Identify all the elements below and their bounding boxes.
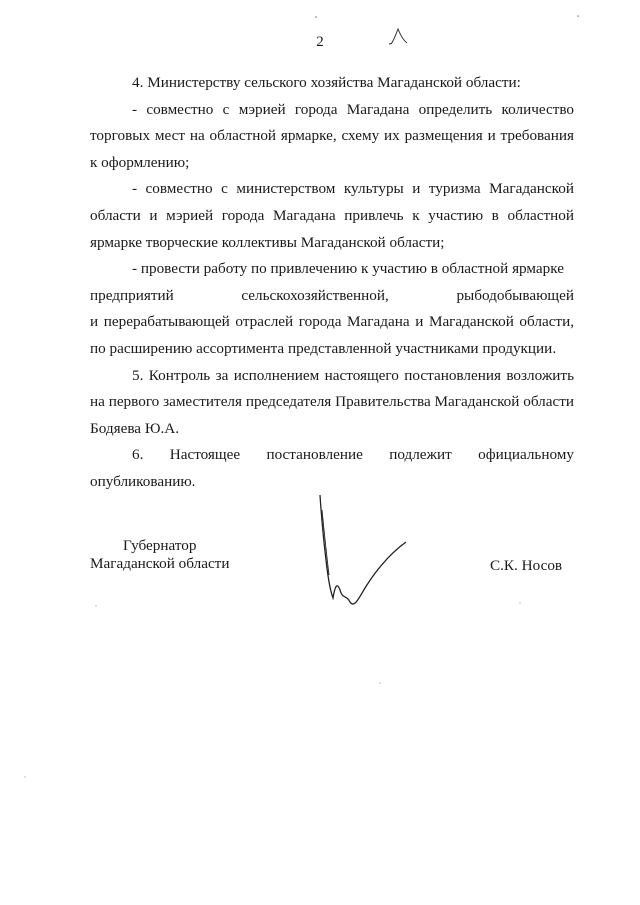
page-number: 2: [316, 34, 324, 50]
signatory-title-line-2: Магаданской области: [90, 555, 230, 572]
paragraph-sub-2: - совместно с министерством культуры и туризма Магаданской области и мэрией города Магадана привлечь к участию в областной ярмарке творческие коллективы Магаданской области;: [90, 180, 574, 251]
document-body: [90, 70, 574, 496]
signatory-name: С.К. Носов: [490, 557, 563, 574]
paragraph-sub-3: - провести работу по привлечению к участию в областной ярмарке: [132, 260, 564, 278]
paragraph-sub-1: - совместно с мэрией города Магадана определить количество торговых мест на областной ярмарке, схему их размещения и требования к оформлению;: [90, 100, 574, 171]
paragraph-sub-3-continued: и перерабатывающей отраслей города Магадана и Магаданской области, по расширению ассортимента представленной участниками продукции.: [90, 313, 574, 357]
paragraph-item-6: 6. Настоящее постановление подлежит официальному опубликованию.: [90, 446, 574, 490]
paragraph-item-5: 5. Контроль за исполнением настоящего постановления возложить на первого заместителя председателя Правительства Магаданской области Бодяева Ю.А.: [90, 366, 574, 437]
signatory-title-line-1: Губернатор: [122, 537, 197, 554]
handwritten-mark: [388, 26, 410, 48]
paragraph-sub-3-line-2: предприятий сельскохозяйственной, рыбодобывающей: [90, 286, 574, 304]
signatory-title: [90, 537, 229, 573]
handwritten-signature: [310, 490, 420, 615]
paragraph-item-4: 4. Министерству сельского хозяйства Магаданской области:: [132, 74, 521, 91]
